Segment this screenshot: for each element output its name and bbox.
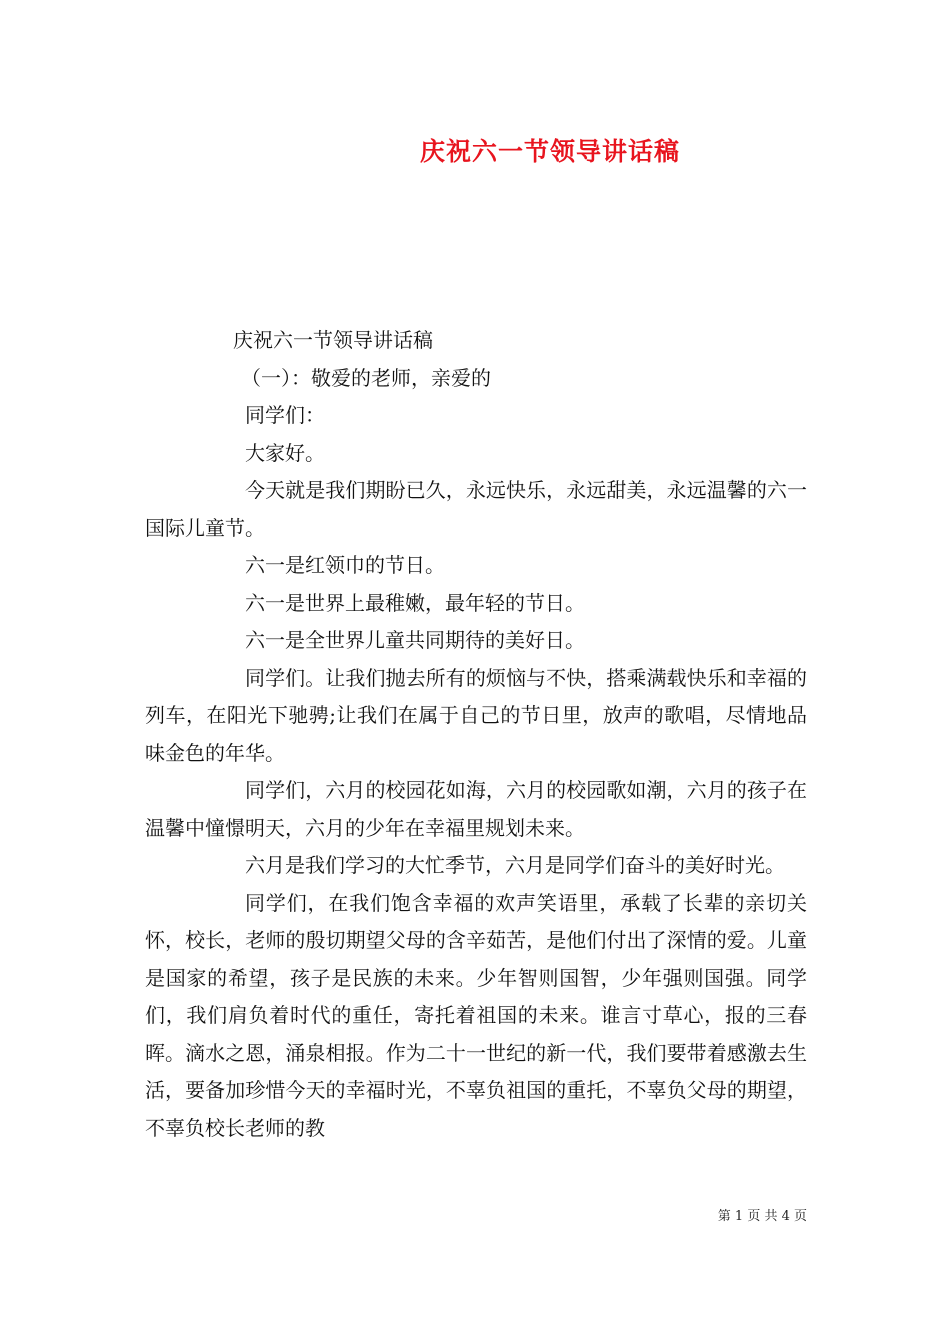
paragraph-speech-title: 庆祝六一节领导讲话稿 [233,328,433,352]
page-number-footer: 第 1 页 共 4 页 [717,1209,807,1224]
paragraph-body: 六月是我们学习的大忙季节，六月是同学们奋斗的美好时光。 [245,853,785,877]
paragraph-greeting: 大家好。 [245,440,325,465]
page-title: 庆祝六一节领导讲话稿 [419,137,680,166]
paragraph-body: 六一是红领巾的节日。 [245,553,445,577]
paragraph-body: 同学们。让我们抛去所有的烦恼与不快，搭乘满载快乐和幸福的列车，在阳光下驰骋;让我们在属于自己的节日里，放声的歌唱，尽情地品味金色的年华。 [145,665,807,765]
paragraph-body: 六一是全世界儿童共同期待的美好日。 [245,628,585,652]
paragraph-body: 同学们，在我们饱含幸福的欢声笑语里，承载了长辈的亲切关怀，校长，老师的殷切期望父母的含辛茹苦，是他们付出了深情的爱。儿童是国家的希望，孩子是民族的未来。少年智则国智，少年强则国强。同学们，我们肩负着时代的重任，寄托着祖国的未来。谁言寸草心，报的三春晖。滴水之恩，涌泉相报。作为二十一世纪的新一代，我们要带着感激去生活，要备加珍惜今天的幸福时光，不辜负祖国的重托，不辜负父母的期望，不辜负校长老师的教 [145,890,807,1140]
paragraph-body: 今天就是我们期盼已久，永远快乐，永远甜美，永远温馨的六一国际儿童节。 [145,478,807,540]
paragraph-salutation: （一）：敬爱的老师，亲爱的 [241,365,491,390]
paragraph-salutation-cont: 同学们： [245,403,325,427]
document-body [145,322,807,1147]
paragraph-body: 同学们，六月的校园花如海，六月的校园歌如潮，六月的孩子在温馨中憧憬明天，六月的少年在幸福里规划未来。 [145,778,807,840]
paragraph-body: 六一是世界上最稚嫩，最年轻的节日。 [245,590,585,615]
